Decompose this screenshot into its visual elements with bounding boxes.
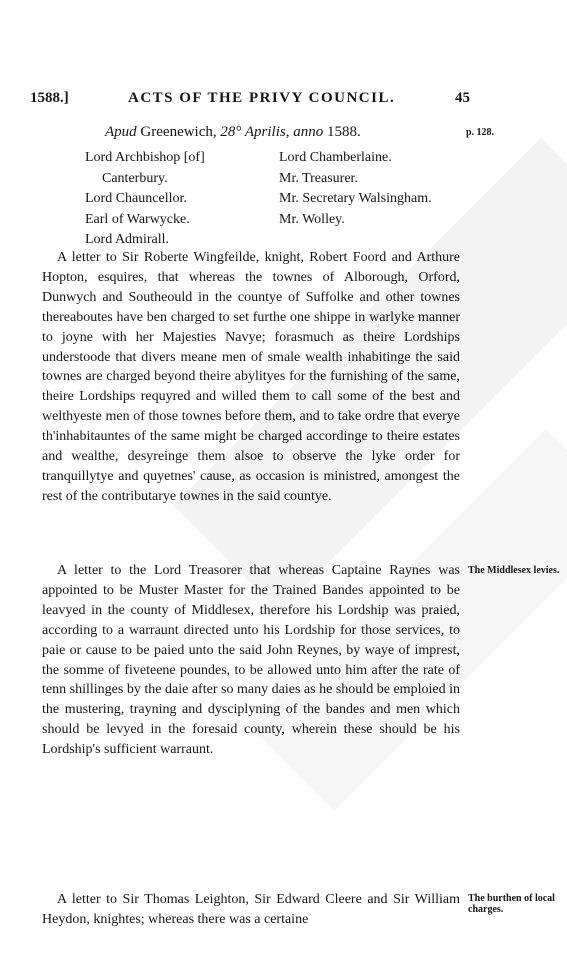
attendee: Lord Archbishop [of]	[85, 150, 205, 165]
attendees-right-column	[279, 148, 479, 230]
running-head-title: ACTS OF THE PRIVY COUNCIL.	[128, 90, 396, 106]
paragraph-leighton-letter: A letter to Sir Thomas Leighton, Sir Edward Cleere and Sir William Heydon, knightes; whereas there was a certaine	[42, 892, 460, 927]
running-head-year: 1588.]	[30, 90, 69, 106]
running-head	[30, 90, 470, 114]
meeting-heading	[105, 124, 361, 141]
meeting-date: 28° Aprilis, anno	[220, 124, 324, 140]
page-number: 45	[455, 90, 470, 106]
meeting-place: Greenewich,	[136, 124, 221, 140]
attendee: Mr. Secretary Walsingham.	[279, 191, 432, 206]
meeting-year: 1588.	[323, 124, 361, 140]
attendees-left-column	[85, 148, 270, 251]
attendee: Mr. Wolley.	[279, 211, 345, 227]
attendee: Lord Chamberlaine.	[279, 150, 392, 165]
paragraph-suffolk-letter: A letter to Sir Roberte Wingfeilde, knight, Robert Foord and Arthure Hopton, esquires, that whereas the townes of Alborough, Orford, Dunwych and Southeould in the countye of Suffolke and other townes thereaboutes have ben charged to set furthe one shippe in warlyke manner to joyne with her Majesties Navye; forasmuch as theire Lordships understoode that divers meane men of smale wealth inhabitinge the said townes are charged beyond theire abylityes for the furnishing of the same, theire Lordships requyred and willed them to call some of the best and welthyeste men of those townes before them, and to take ordre that everye th'inhabitauntes of the same might be charged accordinge to theire estates and wealthe, desyreinge them alsoe to observe the lyke order for tranquillytye and quyetnes' cause, as occasion is ministred, amongest the rest of the contributarye townes in the said countye.	[42, 250, 460, 504]
page-reference: p. 128.	[466, 127, 495, 138]
paragraph-treasurer-letter: A letter to the Lord Treasorer that whereas Captaine Raynes was appointed to be Muster Master for the Trained Bandes appointed to be leavyed in the county of Middlesex, therefore his Lordship was praied, according to a warraunt directed unto his Lordship for those services, to paie or cause to be paied unto the said John Reynes, by waye of imprest, the somme of fiveteene poundes, to be allowed unto him after the rate of tenn shillinges by the daie after so many daies as he should be emploied in the mustering, trayning and dysciplyning of the bandes and men which should be levyed in the foresaid county, wherein these should be his Lordship's sufficient warraunt.	[42, 563, 460, 758]
attendee: Lord Admirall.	[85, 232, 169, 247]
meeting-place-prefix: Apud	[105, 124, 137, 140]
attendee: Canterbury.	[102, 170, 168, 186]
attendee: Lord Chauncellor.	[85, 191, 187, 206]
margin-note-local-charges: The burthen of local charges.	[468, 893, 555, 915]
attendee: Mr. Treasurer.	[279, 170, 358, 186]
attendee: Earl of Warwycke.	[85, 211, 190, 227]
margin-note-middlesex: The Middlesex levies.	[468, 565, 560, 576]
